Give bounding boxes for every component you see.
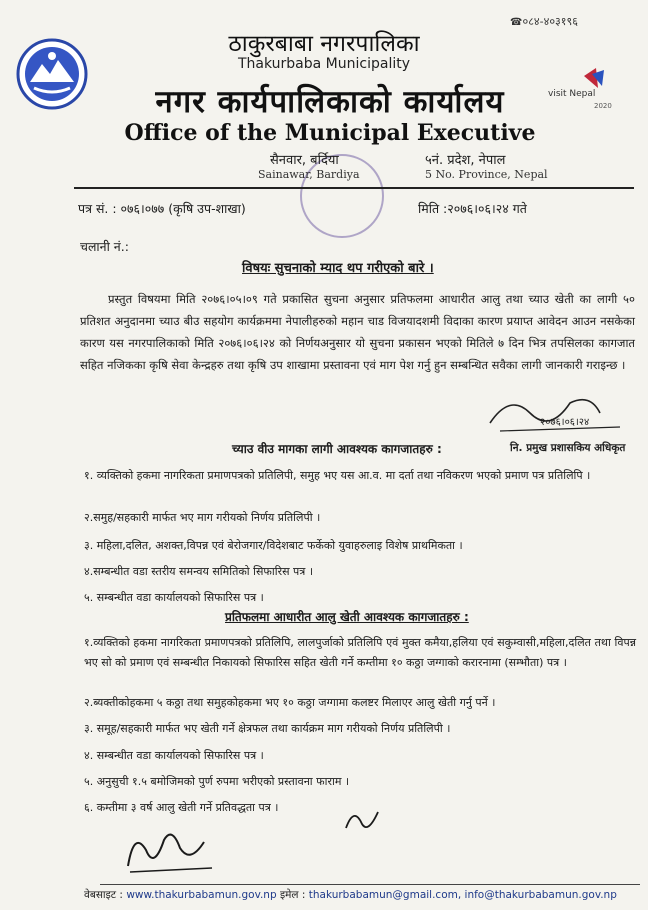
potato-requirement-item: ५. अनुसुची १.५ बमोजिमको पुर्ण रुपमा भरीएको प्रस्तावना फाराम ।: [84, 775, 350, 788]
visit-nepal-logo: [544, 66, 634, 126]
mushroom-requirement-item: १. व्यक्तिको हकमा नागरिकता प्रमाणपत्रको प्रतिलिपी, समुह भए यस आ.व. मा दर्ता तथा नविकरण भएको प्रमाण पत्र प्रतिलिपि ।: [84, 469, 591, 482]
potato-requirement-item: ४. सम्बन्धीत वडा कार्यालयको सिफारिस पत्र ।: [84, 749, 264, 762]
office-title-en: Office of the Municipal Executive: [124, 120, 536, 146]
address-np: सैनवार, बर्दिया: [270, 153, 339, 168]
mushroom-requirement-item: २.समुह/सहकारी मार्फत भए माग गरीयको निर्णय प्रतिलिपी ।: [84, 511, 321, 524]
officer-title: नि. प्रमुख प्रशासकिय अधिकृत: [510, 442, 626, 454]
potato-requirement-item: १.व्यक्तिको हकमा नागरिकता प्रमाणपत्रको प्रतिलिपि, लालपुर्जाको प्रतिलिपि एवं मुक्त कमैया,हलिया एवं सकुम्वासी,महिला,दलित तथा विपन्न भए सो को प्रमाण एवं सम्बन्धीत निकायको सिफारिस सहित खेती गर्ने कम्तीमा १० कठ्ठा जग्गाको करारनामा (सम्भौता) पत्र ।: [84, 636, 636, 669]
footer-divider: [100, 884, 640, 885]
potato-requirement-item: ६. कम्तीमा ३ वर्ष आलु खेती गर्ने प्रतिवद्धता पत्र ।: [84, 801, 279, 814]
visit-logo-text: visit Nepal: [548, 89, 596, 99]
intro-paragraph: प्रस्तुत विषयमा मिति २०७६।०५।०९ गते प्रकासित सुचना अनुसार प्रतिफलमा आधारीत आलु तथा च्याउ खेती का लागी ५० प्रतिशत अनुदानमा च्याउ बीउ सहयोग कार्यक्रममा नेपालीहरुको महान चाड विजयादशमी विदाका कारण प्रयाप्त आवेदन आउन नसकेका कारण यस नगरपालिकाको मिति २०७६।०६।२४ को निर्णयअनुसार यो सुचना प्रकासन भएको मितिले ७ दिन भित्र तपसिलका कागजात सहित नजिकका कृषि सेवा केन्द्रहरु तथा कृषि उप शाखामा प्रस्तावना एवं माग पेश गर्नु हुन सम्बन्धित सवैका लागी जानकारी गराइन्छ ।: [80, 292, 635, 372]
handwritten-signature: [120, 820, 220, 880]
email-link[interactable]: thakurbabamun@gmail.com, info@thakurbabamun.gov.np: [308, 889, 617, 901]
website-link[interactable]: www.thakurbabamun.gov.np: [126, 889, 277, 901]
mushroom-requirement-item: ३. महिला,दलित, अशक्त,विपन्न एवं बेरोजगार/विदेशबाट फर्केको युवाहरुलाइ विशेष प्राथमिकता ।: [84, 539, 463, 552]
potato-requirement-item: २.ब्यक्तीकोहकमा ५ कठ्ठा तथा समुहकोहकमा भए १० कठ्ठा जग्गामा कलष्टर मिलाएर आलु खेती गर्नु पर्ने ।: [84, 696, 496, 709]
signature-date: २०७६।०६।२४: [540, 417, 590, 428]
officer-signature: [480, 383, 630, 443]
mushroom-requirement-item: ५. सम्बन्धीत वडा कार्यालयको सिफारिस पत्र ।: [84, 591, 264, 604]
municipality-name-en: Thakurbaba Municipality: [237, 56, 410, 72]
municipality-name-np: ठाकुरबाबा नगरपालिका: [228, 31, 420, 57]
phone-number: ☎ ०८४-४०३१९६: [510, 14, 578, 29]
province-np: ५नं. प्रदेश, नेपाल: [425, 153, 506, 168]
mushroom-section-title: च्याउ वीउ मागका लागी आवश्यक कागजातहरु :: [232, 442, 442, 456]
mushroom-requirement-item: ४.सम्बन्धीत वडा स्तरीय समन्वय समितिको सिफारिस पत्र ।: [84, 565, 314, 578]
province-en: 5 No. Province, Nepal: [425, 168, 548, 181]
office-title-np: नगर कार्यपालिकाको कार्यालय: [155, 84, 505, 120]
address-en: Sainawar, Bardiya: [258, 168, 360, 181]
reference-number: पत्र सं. : ०७६।०७७ (कृषि उप-शाखा): [78, 201, 246, 216]
dispatch-number: चलानी नं.:: [80, 239, 129, 254]
initial-signature: [342, 802, 382, 838]
potato-section-title: प्रतिफलमा आधारीत आलु खेती आवश्यक कागजातहरु :: [225, 610, 469, 624]
email-label: इमेल :: [279, 889, 306, 901]
footer-contact: [84, 888, 617, 902]
letter-date: मिति :२०७६।०६।२४ गते: [418, 201, 527, 216]
header-divider: [74, 187, 634, 189]
letter-subject: विषयः सुचनाको म्याद थप गरीएको बारे ।: [242, 261, 434, 276]
potato-requirement-item: ३. समूह/सहकारी मार्फत भए खेती गर्ने क्षेत्रफल तथा कार्यक्रम माग गरीयको निर्णय प्रतिलिपी ।: [84, 722, 451, 735]
visit-logo-year: 2020: [594, 102, 612, 110]
website-label: वेबसाइट :: [84, 889, 123, 901]
